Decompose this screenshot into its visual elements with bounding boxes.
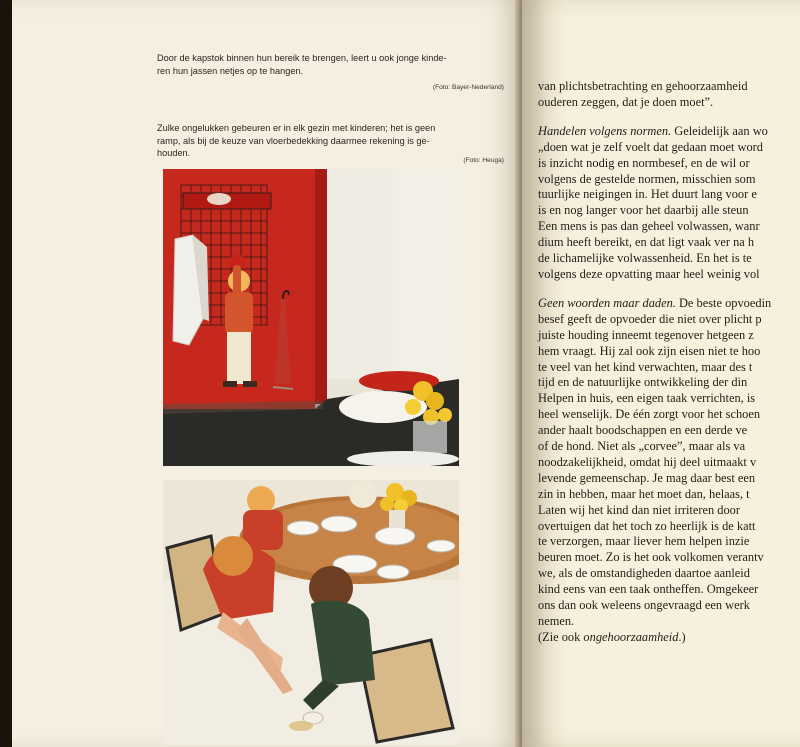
section-2-line: beuren moet. Zo is het ook volkomen verantv (538, 550, 764, 565)
photo-credit-1: (Foto: Bayer-Nederland) (432, 84, 504, 91)
section-1-line: Een mens is pas dan geheel volwassen, wanr (538, 219, 760, 234)
section-1-line: „doen wat je zelf voelt dat gedaan moet word (538, 139, 764, 154)
caption-2-line-1: Zulke ongelukken gebeuren er in elk gezin met kinderen; het is geen (157, 123, 436, 133)
section-2-line: ander haalt boodschappen en een derde ve (538, 423, 748, 438)
section-2-line: heel wenselijk. De één zorgt voor het schoen (538, 407, 761, 422)
section-2-line: Laten wij het kind dan niet irriteren door (538, 502, 740, 517)
section-2-line: noodzakelijkheid, omdat hij deel uitmaakt v (538, 454, 757, 469)
caption-2-line-2: ramp, als bij de keuze van vloerbedekking daarmee rekening is ge- (157, 135, 430, 146)
caption-1-line-1: Door de kapstok binnen hun bereik te brengen, leert u ook jonge kinde- (157, 53, 447, 63)
section-2-line: levende gemeenschap. Je mag daar best een (538, 470, 756, 485)
see-also-prefix: (Zie ook (538, 629, 584, 644)
section-1-line: de lichamelijke volwassenheid. En het is te (538, 251, 752, 266)
section-2-first-line (538, 296, 800, 312)
see-also-link[interactable]: ongehoorzaamheid (583, 629, 679, 644)
section-2-line: besef geeft de opvoeder die niet over plicht p (538, 311, 762, 326)
section-2-line: tijd en de natuurlijke ontwikkeling der din (538, 375, 748, 390)
section-2-heading: Geen woorden maar daden. (538, 295, 676, 310)
intro-line-2: ouderen zeggen, dat je doen moet”. (538, 94, 714, 109)
section-1-line: tuurlijke neigingen in. Het duurt lang voor e (538, 187, 757, 202)
section-1-line: is en nog langer voor het daarbij alle steun (538, 203, 749, 218)
section-1-line: volgens deze opvatting maar heel weinig vol (538, 266, 760, 281)
photo-coat-rack (163, 169, 459, 466)
caption-1-line-2: ren hun jassen netjes op te hangen. (157, 65, 304, 76)
section-2-line: Helpen in huis, een eigen taak verrichten, is (538, 391, 756, 406)
caption-1 (157, 52, 447, 77)
photo-children-table (163, 480, 459, 745)
section-2-line: of de hond. Niet als „corvee”, maar als va (538, 439, 746, 454)
photo-credit-2: (Foto: Heuga) (463, 157, 504, 164)
see-also-line (538, 630, 800, 646)
section-2-line: kind eens van een taak ontheffen. Omgekeer (538, 582, 759, 597)
section-1-first-line-text: Geleidelijk aan wo (671, 123, 768, 138)
section-2-first-line-text: De beste opvoedin (675, 295, 772, 310)
section-2-line: hem vraagt. Hij zal ook zijn eisen niet te hoo (538, 343, 761, 358)
section-2-line: te verzorgen, maar liever hem helpen inzie (538, 534, 750, 549)
children-table-illustration (163, 480, 459, 745)
section-2-line: nemen. (538, 614, 575, 628)
section-2-line: te veel van het kind verwachten, maar des t (538, 359, 753, 374)
section-2-line: juiste houding inneemt tegenover hetgeen z (538, 327, 754, 342)
section-2-line: zin in hebben, maar het moet dan, helaas, t (538, 486, 750, 501)
intro-line-1: van plichtsbetrachting en gehoorzaamheid (538, 79, 748, 93)
section-1-heading: Handelen volgens normen. (538, 123, 672, 138)
section-1-line: is inzicht nodig en normbesef, en de wil or (538, 155, 750, 170)
section-2-line: overtuigen dat het toch zo heerlijk is de katt (538, 518, 756, 533)
caption-2-line-3: houden. (157, 148, 191, 159)
caption-2 (157, 122, 435, 160)
section-1-line: dium heeft bereikt, en dat ligt vaak ver na h (538, 235, 755, 250)
section-1-first-line (538, 124, 800, 140)
right-page-text (538, 79, 800, 646)
section-2-line: we, als de omstandigheden daartoe aanleid (538, 566, 750, 581)
see-also-suffix: .) (678, 629, 686, 644)
section-2-line: ons dan ook weleens ongevraagd een werk (538, 598, 750, 613)
section-1-line: volgens de gestelde normen, misschien som (538, 171, 756, 186)
coat-rack-illustration (163, 169, 459, 466)
